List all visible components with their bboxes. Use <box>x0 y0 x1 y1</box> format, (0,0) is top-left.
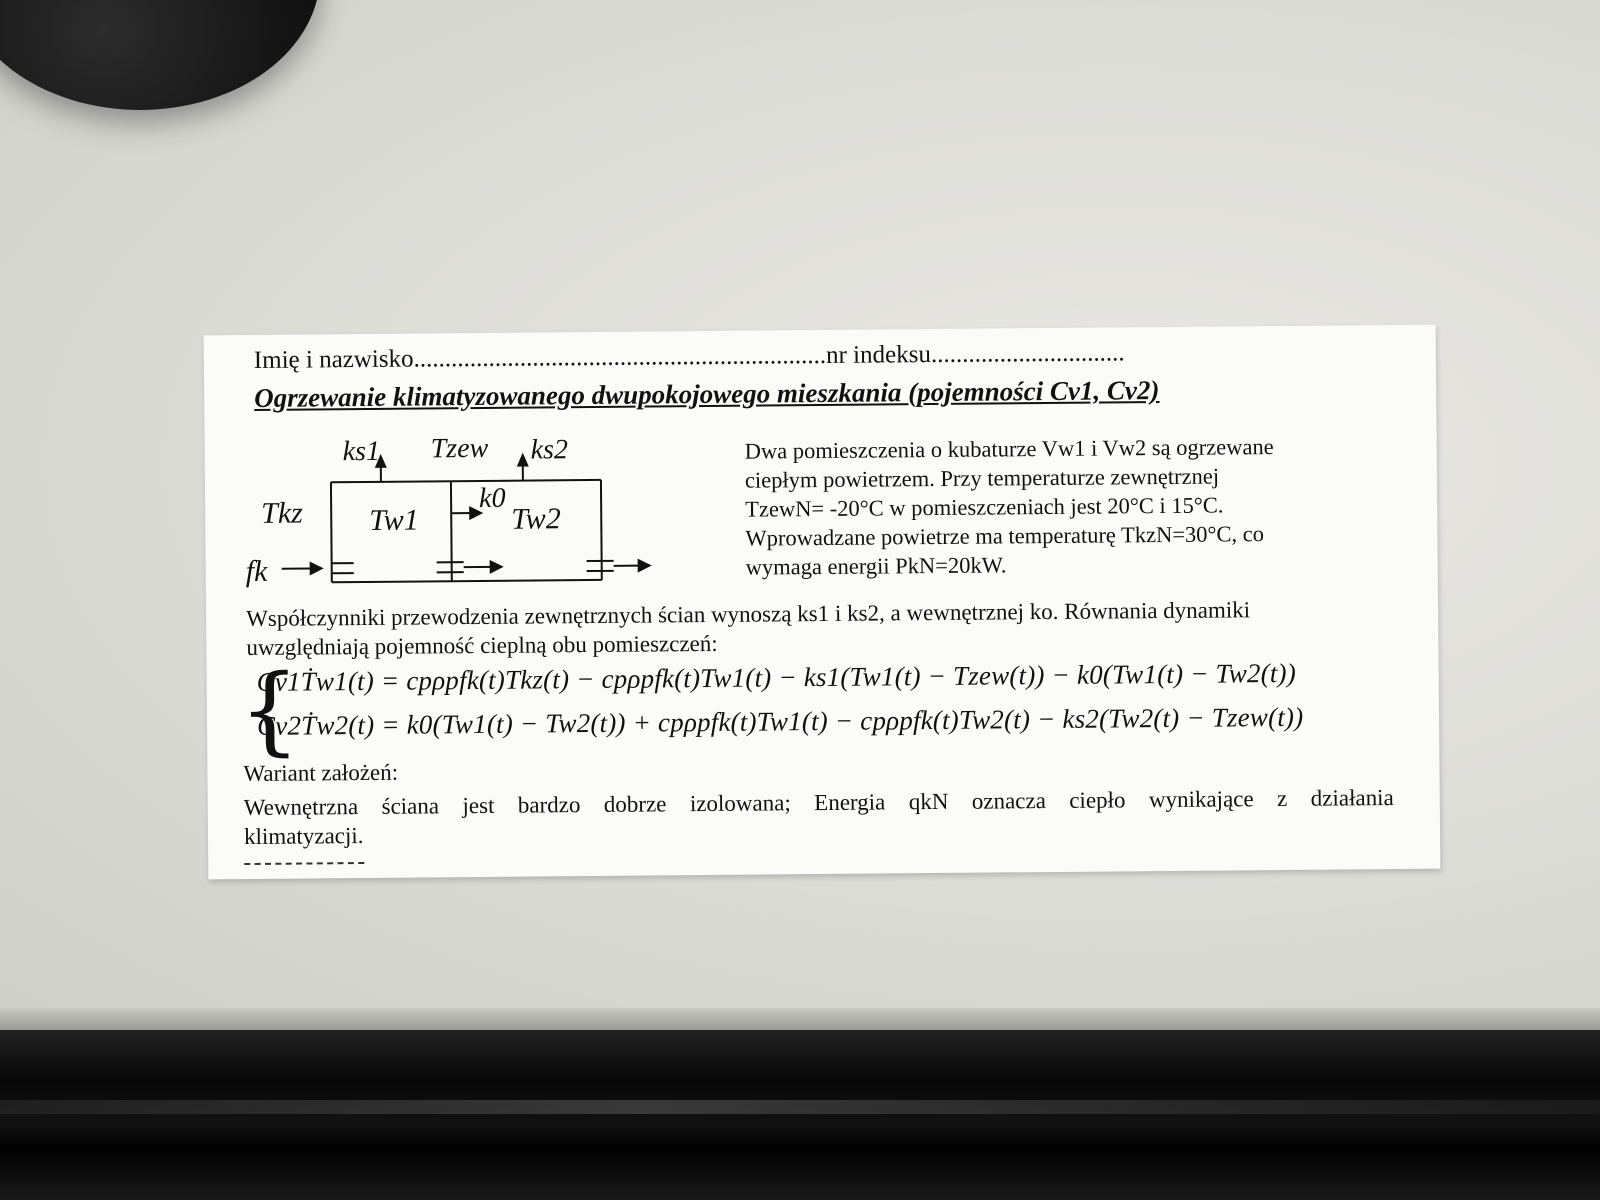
index-label: nr indeksu............................... <box>825 339 1125 369</box>
exam-sheet <box>204 325 1441 880</box>
mid-flow-arrow-icon <box>490 560 504 574</box>
header-line <box>254 339 1125 375</box>
description-line-2: ciepłym powietrzem. Przy temperaturze zewnętrznej <box>744 463 1220 493</box>
label-tw1: Tw1 <box>369 503 419 537</box>
rail-shine <box>0 1100 1600 1114</box>
equation-2: Cv2Ṫw2(t) = k0(Tw1(t) − Tw2(t)) + cpρpfk(t)Tw1(t) − cpρpfk(t)Tw2(t) − ks2(Tw2(t) − Tzew(t)) <box>256 701 1304 741</box>
ks2-arrow-icon <box>517 453 529 467</box>
equation-1: Cv1Ṫw1(t) = cpρpfk(t)Tkz(t) − cpρpfk(t)Tw1(t) − ks1(Tw1(t) − Tzew(t)) − k0(Tw1(t) − Tw2(t)) <box>256 657 1297 697</box>
equation-brace: { <box>238 653 301 767</box>
paragraph-line-1: Współczynniki przewodzenia zewnętrznych ścian wynoszą ks1 i ks2, a wewnętrznej ko. Równania dynamiki <box>246 597 1251 632</box>
label-k0: k0 <box>478 482 506 514</box>
task-title: Ogrzewanie klimatyzowanego dwupokojowego mieszkania (pojemności Cv1, Cv2) <box>254 375 1160 413</box>
label-tzew: Tzew <box>430 432 489 465</box>
dashed-divider <box>244 862 364 865</box>
paragraph-line-2: uwzględniają pojemność cieplną obu pomieszczeń: <box>246 630 718 661</box>
description-line-1: Dwa pomieszczenia o kubaturze Vw1 i Vw2 są ogrzewane <box>744 434 1274 464</box>
description-line-5: wymaga energii PkN=20kW. <box>745 552 1007 580</box>
label-ks2: ks2 <box>530 434 569 466</box>
label-fk: fk <box>245 554 268 589</box>
two-room-diagram <box>240 427 661 601</box>
name-label: Imię i nazwisko.................................................................. <box>253 341 827 374</box>
description-line-3: TzewN= -20°C w pomieszczeniach jest 20°C i 15°C. <box>745 492 1224 522</box>
description-line-4: Wprowadzane powietrze ma temperaturę TkzN=30°C, co <box>745 521 1265 551</box>
label-tkz: Tkz <box>261 496 304 530</box>
variant-heading: Wariant założeń: <box>243 759 399 787</box>
outlet-arrow-icon <box>638 558 652 572</box>
desk-rail <box>0 1030 1600 1200</box>
variant-line-2: klimatyzacji. <box>243 823 364 850</box>
fk-inlet-arrow-icon <box>310 561 324 575</box>
label-ks1: ks1 <box>342 435 381 468</box>
label-tw2: Tw2 <box>511 502 561 536</box>
variant-line-1: Wewnętrzna ściana jest bardzo dobrze izolowana; Energia qkN oznacza ciepło wynikające z działania <box>243 785 1394 821</box>
